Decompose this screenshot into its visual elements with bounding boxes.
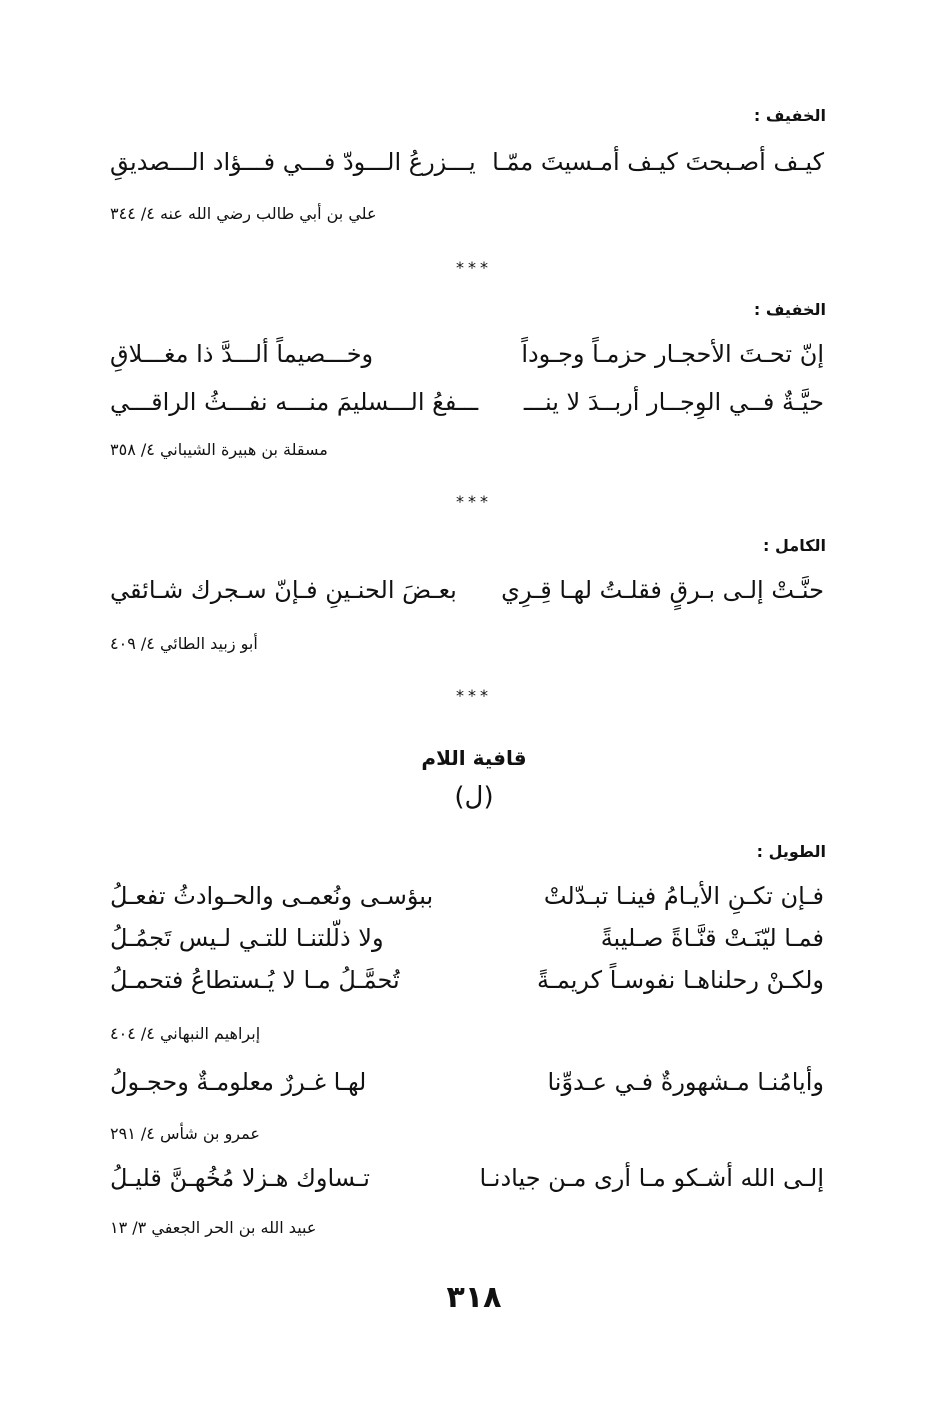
poet-attribution: أبو زبيد الطائي ٤/ ٤٠٩ xyxy=(110,634,258,653)
meter-label: الكامل : xyxy=(763,536,826,555)
meter-label: الخفيف : xyxy=(753,300,826,319)
rhyme-letter: (ل) xyxy=(454,782,494,812)
meter-label: الخفيف : xyxy=(753,106,826,125)
verse-first-hemistich: كيـف أصـبحتَ كيـف أمـسيتَ ممّـا xyxy=(492,148,824,176)
section-separator: *** xyxy=(456,686,492,705)
verse-second-hemistich: ولا ذلّلتنـا للتـي لـيس تَجمُـلُ xyxy=(110,924,384,952)
verse-first-hemistich: ولكـنْ رحلناهـا نفوسـاً كريمـةً xyxy=(536,966,824,994)
meter-label: الطويل : xyxy=(756,842,826,861)
verse-second-hemistich: وخـــصيماً ألـــدَّ ذا مغـــلاقِ xyxy=(110,340,374,368)
section-separator: *** xyxy=(456,258,492,277)
verse-first-hemistich: حنَّـتْ إلـى بـرقٍ فقلـتُ لهـا قِـرِي xyxy=(501,576,824,604)
poet-attribution: إبراهيم النبهاني ٤/ ٤٠٤ xyxy=(110,1024,261,1043)
verse-second-hemistich: ـــفعُ الـــسليمَ منـــه نفـــثُ الراقـــي xyxy=(110,388,479,416)
verse-first-hemistich: فـإن تكـنِ الأيـامُ فينـا تبـدّلتْ xyxy=(543,882,824,910)
verse-second-hemistich: تُحمَّـلُ مـا لا يُـستطاعُ فتحمـلُ xyxy=(110,966,400,994)
page-number: ٣١٨ xyxy=(446,1280,502,1315)
poet-attribution: عمرو بن شأس ٤/ ٢٩١ xyxy=(110,1124,260,1143)
poet-attribution: عبيد الله بن الحر الجعفي ٣/ ١٣ xyxy=(110,1218,317,1237)
verse-first-hemistich: إنّ تحـتَ الأحجـار حزمـاً وجـوداً xyxy=(521,340,824,368)
verse-second-hemistich: لهـا غـررٌ معلومـةٌ وحجـولُ xyxy=(110,1068,367,1096)
verse-first-hemistich: فمـا ليّنَـتْ قنَّـاةً صـليبةً xyxy=(600,924,824,952)
verse-second-hemistich: تـساوك هـزلا مُخُهـنَّ قليـلُ xyxy=(110,1164,370,1192)
verse-first-hemistich: حيَّـةٌ فــي الوِجــار أربــدَ لا ينـــ xyxy=(523,388,824,416)
verse-first-hemistich: إلـى الله أشـكو مـا أرى مـن جيادنـا xyxy=(479,1164,824,1192)
poet-attribution: مسقلة بن هبيرة الشيباني ٤/ ٣٥٨ xyxy=(110,440,328,459)
verse-first-hemistich: وأيامُنـا مـشهورةٌ فـي عـدوِّنا xyxy=(547,1068,824,1096)
poet-attribution: علي بن أبي طالب رضي الله عنه ٤/ ٣٤٤ xyxy=(110,204,377,223)
verse-second-hemistich: ببؤسـى ونُعمـى والحـوادثُ تفعـلُ xyxy=(110,882,434,910)
rhyme-section-title: قافية اللام xyxy=(421,746,527,770)
verse-second-hemistich: بعـضَ الحنـينِ فـإنّ سـجرك شـائقي xyxy=(110,576,457,604)
verse-second-hemistich: يـــزرعُ الـــودّ فـــي فـــؤاد الـــصديقِ xyxy=(110,148,476,176)
section-separator: *** xyxy=(456,492,492,511)
